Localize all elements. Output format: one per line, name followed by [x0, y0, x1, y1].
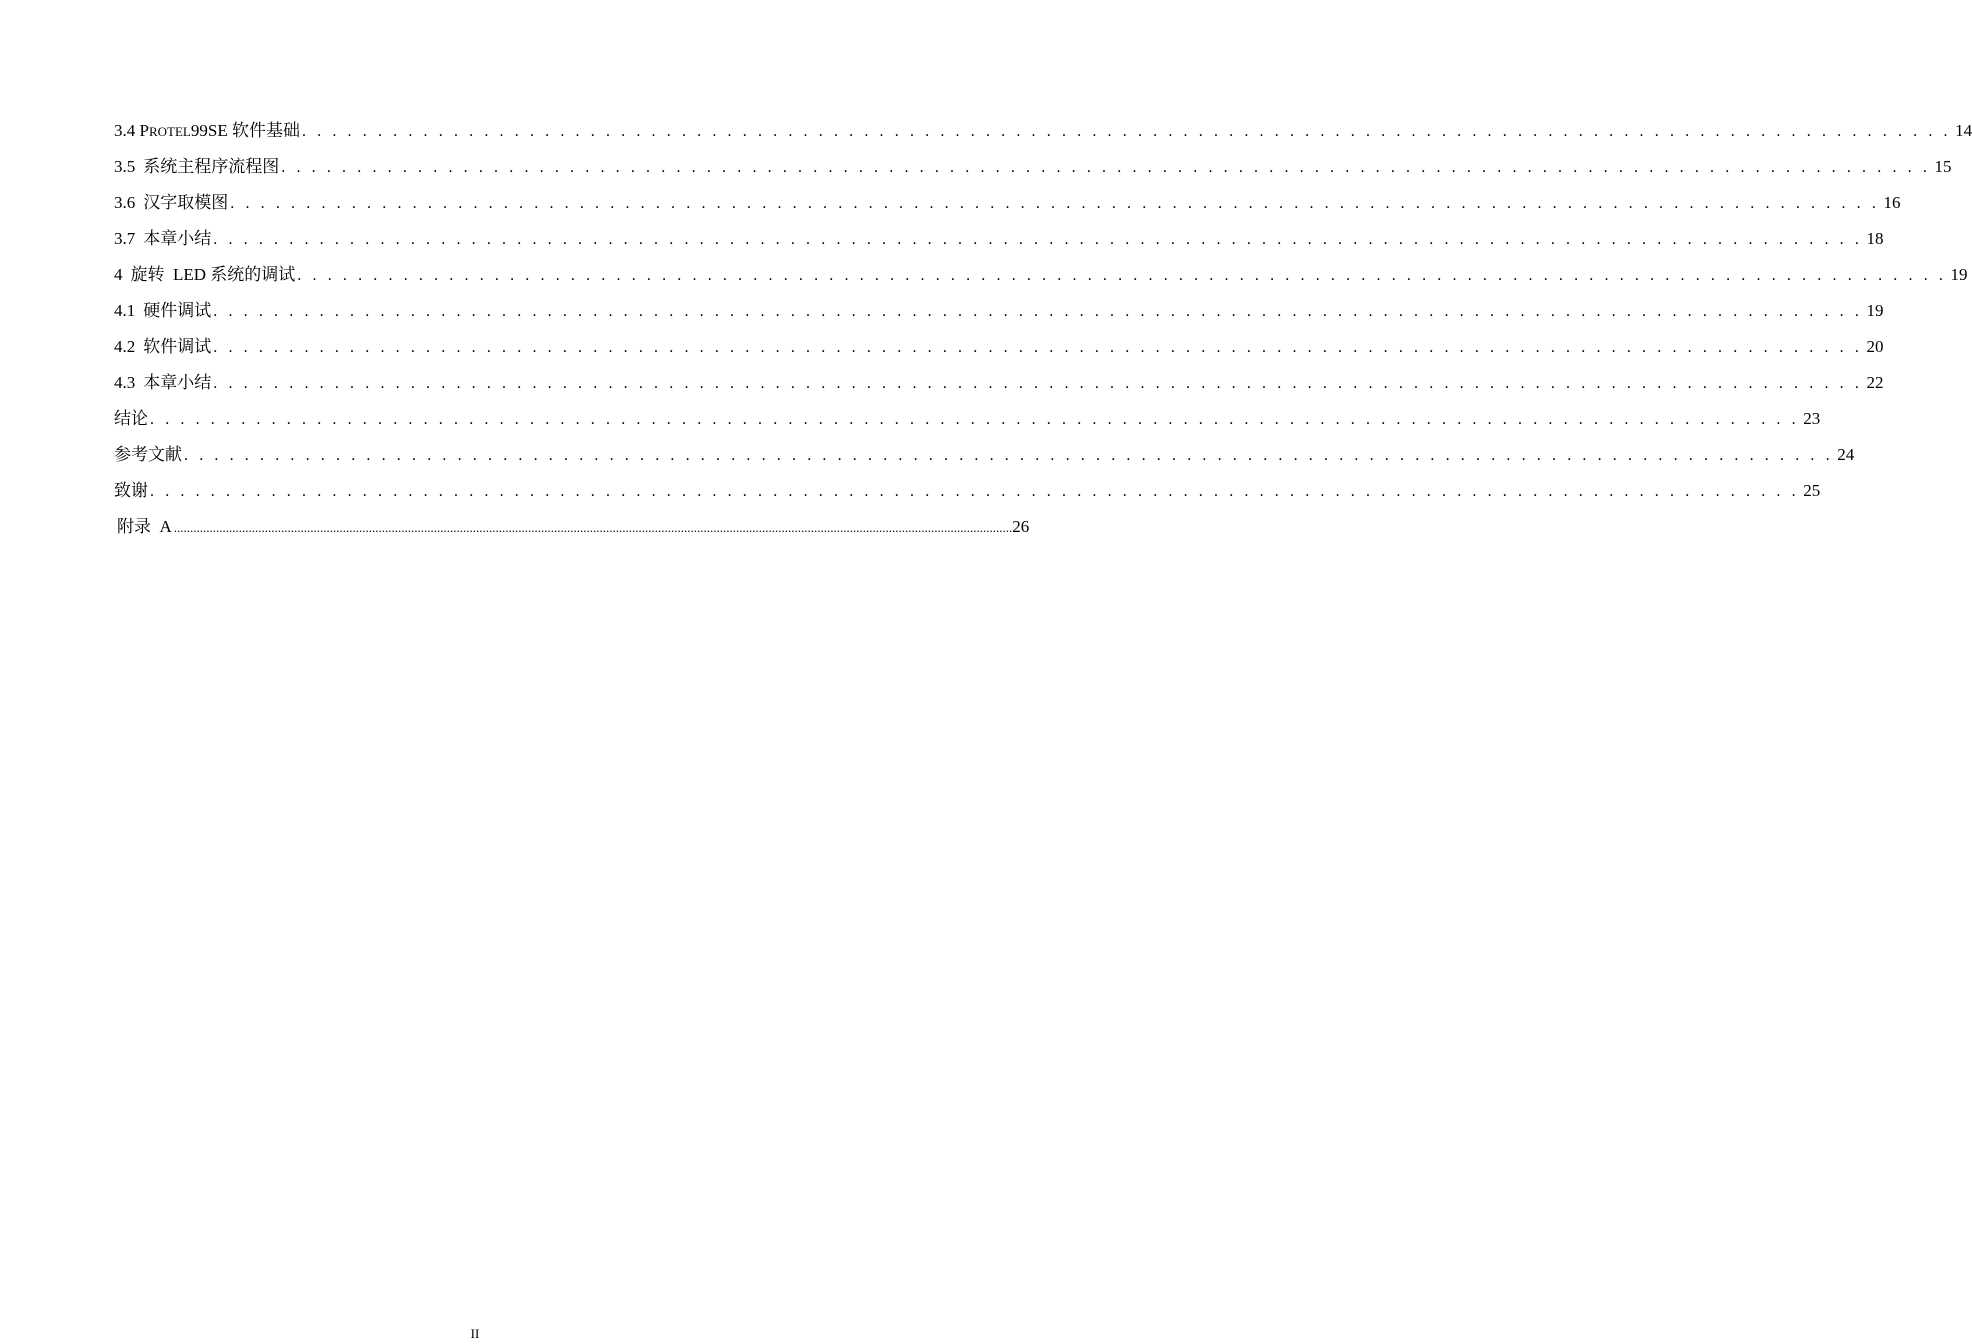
dot-leader: . . . . . . . . . . . . . . . . . . . . . . . . . . . . . . . . . . . . . . . . . . . . . . . . . . . . . . . . . . . . . . . . . . . . . . . . . . . . . . . . . . . . . . . . . . . . . . . . . . . . . . . . . . . . .: [230, 195, 1880, 212]
dot-leader: . . . . . . . . . . . . . . . . . . . . . . . . . . . . . . . . . . . . . . . . . . . . . . . . . . . . . . . . . . . . . . . . . . . . . . . . . . . . . . . . . . . . . . . . . . . . . . . . . . . . . . . . . . . . .: [213, 339, 1863, 356]
toc-entry-title: 结论: [114, 409, 148, 428]
dot-leader: . . . . . . . . . . . . . . . . . . . . . . . . . . . . . . . . . . . . . . . . . . . . . . . . . . . . . . . . . . . . . . . . . . . . . . . . . . . . . . . . . . . . . . . . . . . . . . . . . . . . . . . . . . . . .: [301, 123, 1952, 140]
toc-entry-label: [114, 221, 213, 257]
toc-entry-page: 22: [1866, 373, 1884, 392]
toc-entry-label: [114, 257, 297, 293]
dot-leader: . . . . . . . . . . . . . . . . . . . . . . . . . . . . . . . . . . . . . . . . . . . . . . . . . . . . . . . . . . . . . . . . . . . . . . . . . . . . . . . . . . . . . . . . . . . . . . . . . . . . . . . . . . . . .: [213, 231, 1863, 248]
dot-leader: . . . . . . . . . . . . . . . . . . . . . . . . . . . . . . . . . . . . . . . . . . . . . . . . . . . . . . . . . . . . . . . . . . . . . . . . . . . . . . . . . . . . . . . . . . . . . . . . . . . . . . . . . . . . .: [213, 303, 1863, 320]
toc-entry-number: 3.4: [114, 121, 136, 140]
toc-entry-number: 3.7: [114, 229, 136, 248]
toc-entry-title: 致谢: [114, 481, 148, 500]
dot-leader: . . . . . . . . . . . . . . . . . . . . . . . . . . . . . . . . . . . . . . . . . . . . . . . . . . . . . . . . . . . . . . . . . . . . . . . . . . . . . . . . . . . . . . . . . . . . . . . . . . . . . . . . . . . . .: [184, 447, 1834, 464]
dot-leader: . . . . . . . . . . . . . . . . . . . . . . . . . . . . . . . . . . . . . . . . . . . . . . . . . . . . . . . . . . . . . . . . . . . . . . . . . . . . . . . . . . . . . . . . . . . . . . . . . . . . . . . . . . . . .: [150, 411, 1800, 428]
toc-entry-title: 软件调试: [143, 337, 212, 356]
toc-entry-acknowledgements[interactable]: [114, 473, 1821, 509]
toc-entry-page: 26: [1012, 517, 1030, 536]
toc-entry-label: [114, 113, 302, 150]
toc-entry-label: [114, 149, 281, 185]
toc-entry-title: 本章小结: [143, 373, 212, 392]
dot-leader: . . . . . . . . . . . . . . . . . . . . . . . . . . . . . . . . . . . . . . . . . . . . . . . . . . . . . . . . . . . . . . . . . . . . . . . . . . . . . . . . . . . . . . . . . . . . . . . . . . . . . . . . . . . . .: [281, 159, 1931, 176]
toc-entry-page: 20: [1866, 337, 1884, 356]
toc-entry-number: 4.2: [114, 337, 136, 356]
toc-entry-title-rest: 99SE 软件基础: [190, 121, 300, 140]
toc-entry-page: 16: [1883, 193, 1901, 212]
toc-entry-page: 25: [1803, 481, 1821, 500]
toc-entry-page: 14: [1955, 121, 1972, 140]
toc-entry-3-5[interactable]: [114, 149, 1952, 185]
toc-entry-4-3[interactable]: [114, 365, 1884, 401]
toc-entry-page: 18: [1866, 229, 1884, 248]
toc-entry-4-2[interactable]: [114, 329, 1884, 365]
page-number: II: [470, 1326, 480, 1341]
toc-entry-label: [114, 293, 213, 329]
toc-entry-number: 3.5: [114, 157, 136, 176]
dot-leader: . . . . . . . . . . . . . . . . . . . . . . . . . . . . . . . . . . . . . . . . . . . . . . . . . . . . . . . . . . . . . . . . . . . . . . . . . . . . . . . . . . . . . . . . . . . . . . . . . . . . . . . . . . . . .: [150, 483, 1800, 500]
toc-entry-conclusion[interactable]: [114, 401, 1821, 437]
toc-entry-label: [114, 185, 230, 221]
toc-entry-label: [114, 329, 213, 365]
toc-entry-page: 23: [1803, 409, 1821, 428]
dot-leader: . . . . . . . . . . . . . . . . . . . . . . . . . . . . . . . . . . . . . . . . . . . . . . . . . . . . . . . . . . . . . . . . . . . . . . . . . . . . . . . . . . . . . . . . . . . . . . . . . . . . . . . . . . . . .: [297, 267, 1947, 284]
toc-entry-title: 参考文献: [114, 445, 182, 464]
toc-entry-title: 附录 A: [117, 517, 172, 536]
toc-entry-3-6[interactable]: [114, 185, 1901, 221]
toc-entry-number: 4.3: [114, 373, 136, 392]
toc-entry-title-smallcaps: ROTEL: [148, 124, 191, 139]
toc-entry-number: 4.1: [114, 301, 136, 320]
toc-entry-number: 4: [114, 265, 123, 284]
toc-entry-title: 旋转 LED 系统的调试: [130, 265, 296, 284]
toc-entry-label: [114, 365, 213, 401]
dot-leader: . . . . . . . . . . . . . . . . . . . . . . . . . . . . . . . . . . . . . . . . . . . . . . . . . . . . . . . . . . . . . . . . . . . . . . . . . . . . . . . . . . . . . . . . . . . . . . . . . . . . . . . . . . . . .: [213, 375, 1863, 392]
toc-entry-title: 系统主程序流程图: [143, 157, 280, 176]
toc-entry-appendix-a[interactable]: [114, 509, 1030, 545]
table-of-contents: [114, 113, 1972, 545]
toc-entry-page: 19: [1950, 265, 1968, 284]
toc-entry-title: 汉字取模图: [143, 193, 229, 212]
toc-entry-title-prefix: P: [139, 121, 149, 140]
toc-entry-4-1[interactable]: [114, 293, 1884, 329]
toc-entry-title: 本章小结: [143, 229, 212, 248]
toc-entry-page: 24: [1837, 445, 1855, 464]
dot-leader: ..................................................................................................................................................................................................................................................................: [173, 520, 1013, 535]
toc-entry-number: 3.6: [114, 193, 136, 212]
toc-entry-3-7[interactable]: [114, 221, 1884, 257]
toc-entry-page: 19: [1866, 301, 1884, 320]
toc-entry-title: 硬件调试: [143, 301, 212, 320]
toc-entry-page: 15: [1934, 157, 1952, 176]
toc-entry-3-4[interactable]: [114, 113, 1972, 149]
toc-entry-references[interactable]: [114, 437, 1855, 473]
toc-entry-4[interactable]: [114, 257, 1968, 293]
